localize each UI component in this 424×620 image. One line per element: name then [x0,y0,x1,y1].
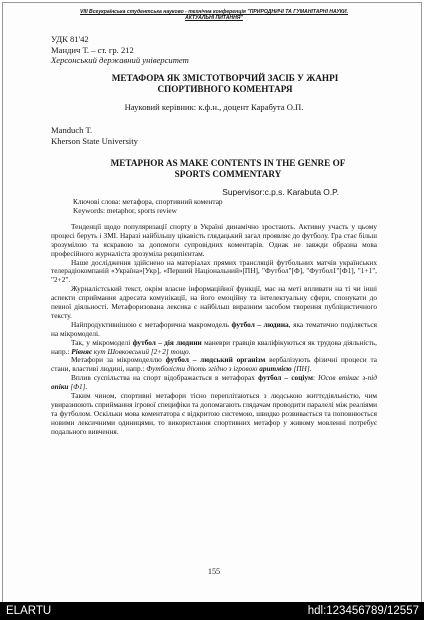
title-ua-line-1: МЕТАФОРА ЯК ЗМІСТОТВОРЧИЙ ЗАСІБ У ЖАНРІ [111,73,339,84]
page-number: 155 [207,567,221,576]
supervisor-ua: Науковий керівник: к.ф.н., доцент Карабута О.П. [124,102,304,113]
paragraph-action-model [51,339,377,357]
example-text: кут Шовковський [2+2] тощо [91,346,189,356]
example-text: [ПН]. [291,364,312,374]
model-term: футбол – дія людини [132,337,202,347]
title-en [79,158,377,180]
paragraph-conclusion: Таким чином, спортивні метафори тісно переплітаються з людською життєдіяльністю, чим увиразнюють сприймання ігрової специфіки та допомагають глядачам проводити паралелі між реаліями та футболом. Оскільки мова коментатора є відкритою системою, швидко розвивається та поповнюється новими лексичними одиницями, то використання спортивних метафор у живому мовленні потребує подального вивчення. [51,391,377,436]
conference-header [51,9,377,21]
example-text: Футболісти діють згідно з ігровою [146,364,260,374]
example-keyword: опіки [51,382,69,392]
keywords [73,197,377,215]
example-text: Юсов втікає з-під [318,373,377,383]
text-span: Метафори за мікромоделлю [71,355,166,365]
text-span: , яка тематично поділяється на мікромоделі. [51,319,377,338]
conference-header-line-1: VIII Всеукраїнська студентська науково - технічна конференція "ПРИРОДНИЧІ ТА ГУМАНІТАРНІ НАУКИ. [79,9,349,15]
model-term: футбол – соціум [258,373,313,383]
text-span: маневри гравців кваліфікуються як трудова діяльність, напр.: [51,337,377,356]
model-term: футбол – людина [231,319,289,329]
keywords-ua: Ключові слова: метафора, спортивний коментар [73,196,223,206]
example-text: [Ф1]. [68,382,88,392]
meta-ua [51,34,377,65]
paragraph-organism-model [51,356,377,374]
handle-id: hdl:123456789/12557 [307,605,419,617]
paragraph-journalistic-text: Журналістський текст, окрім власне інформаційної функції, має на меті впливати на ті чи інші аспекти сприймання адресата комунікації, на його емоційну та інтелектуальну сфери, спонукати до певної діяльності. Метафоризована лексика є найбільш виразним засобом творення публіцистичного тексту. [51,284,377,320]
text-span: Так, у мікромоделі [71,337,133,347]
text-span: Найпродуктивнішою є метафорична макромодель [71,319,232,329]
model-term: футбол – людський організм [165,355,266,365]
institution-en: Kherson State University [51,135,138,146]
paragraph-materials: Наше дослідження здійснено на матеріалах прямих трансляцій футбольних матчів українських телерадіокомпаній «Україна»[Укр], «Перший Національний»[ПН], "Футбол"[Ф], "Футбол1"[Ф1], "1+1", "2+2". [51,257,377,285]
example-keyword: Рівняє [71,346,92,356]
meta-en [51,125,377,146]
title-ua-line-2: СПОРТИВНОГО КОМЕНТАРЯ [157,84,293,95]
repository-name: ELARTU [6,605,52,617]
title-ua [73,73,377,95]
body-text [51,223,377,437]
keywords-en: Keywords: metaphor, sports review [73,205,177,215]
paragraph-macromodel [51,321,377,339]
document-page [51,3,377,602]
author-en: Manduch T. [51,125,93,136]
title-en-line-1: METAPHOR AS MAKE CONTENTS IN THE GENRE OF [110,157,346,168]
text-span: . [188,346,191,356]
text-span: вербалізують фізичні процеси та стани, властиві людині, напр.: [51,355,377,374]
title-en-line-2: SPORTS COMMENTARY [174,168,282,179]
udk-code: УДК 81'42 [51,34,89,45]
paragraph-society-model [51,374,377,392]
supervisor-en: Supervisor:c.p.s. Karabuta O.P. [222,186,339,197]
text-span: Вплив суспільства на спорт відображається в метафорах [71,373,259,383]
author-ua: Мандич Т. – ст. гр. 212 [51,44,134,55]
page-frame [2,2,422,603]
text-span: : [312,373,319,383]
institution-ua: Херсонський державний університет [51,55,189,65]
footer-bar [0,602,424,620]
paragraph-intro: Тенденції щодо популяризації спорту в Україні динамічно зростають. Активну участь у цьому процесі беруть і ЗМІ. Наразі найбільшу цікавість глядацький загал проявляє до футболу. Гра стає більш зрозумілою та яскравою за допомоги супровідних коментарів. Однак не завжди образна мова професійного журналіста зрозуміла реципієнтам. [51,221,377,258]
conference-header-line-2: АКТУАЛЬНІ ПИТАННЯ" [185,15,243,22]
example-keyword: аритмією [259,364,292,374]
